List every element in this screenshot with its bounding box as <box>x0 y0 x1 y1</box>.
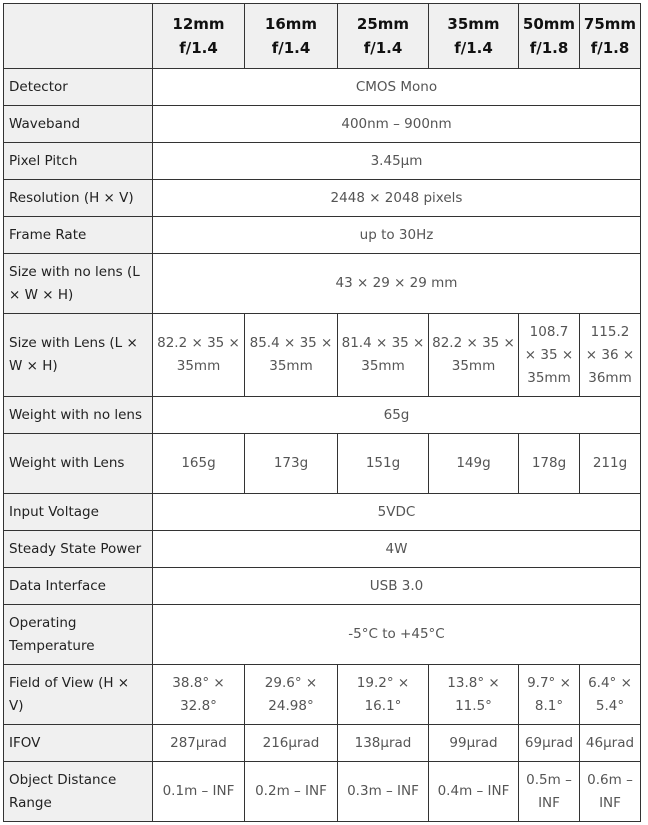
row-cell: 0.2m – INF <box>245 762 338 822</box>
col-aperture: f/1.4 <box>363 39 403 57</box>
table-row <box>4 434 641 494</box>
row-cell: 81.4 × 35 × 35mm <box>338 314 429 397</box>
col-aperture: f/1.4 <box>271 39 311 57</box>
row-value: 43 × 29 × 29 mm <box>153 254 641 314</box>
spec-table <box>3 3 641 822</box>
col-focal: 35mm <box>447 15 500 33</box>
row-cell: 0.3m – INF <box>338 762 429 822</box>
row-label: Field of View (H × V) <box>4 665 153 725</box>
table-row <box>4 106 641 143</box>
row-value: 65g <box>153 397 641 434</box>
row-cell: 287µrad <box>153 725 245 762</box>
row-value: 5VDC <box>153 494 641 531</box>
row-cell: 216µrad <box>245 725 338 762</box>
row-cell: 6.4° × 5.4° <box>580 665 641 725</box>
row-cell: 29.6° × 24.98° <box>245 665 338 725</box>
row-cell: 0.4m – INF <box>429 762 519 822</box>
col-header <box>519 4 580 69</box>
row-cell: 69µrad <box>519 725 580 762</box>
table-row <box>4 314 641 397</box>
row-cell: 108.7 × 35 × 35mm <box>519 314 580 397</box>
row-cell: 99µrad <box>429 725 519 762</box>
row-value: USB 3.0 <box>153 568 641 605</box>
row-label: IFOV <box>4 725 153 762</box>
table-row <box>4 725 641 762</box>
row-label: Size with no lens (L × W × H) <box>4 254 153 314</box>
row-cell: 38.8° × 32.8° <box>153 665 245 725</box>
col-header <box>245 4 338 69</box>
row-cell: 0.5m – INF <box>519 762 580 822</box>
table-row <box>4 665 641 725</box>
col-header <box>153 4 245 69</box>
row-cell: 138µrad <box>338 725 429 762</box>
row-cell: 0.6m – INF <box>580 762 641 822</box>
row-value: up to 30Hz <box>153 217 641 254</box>
row-value: 400nm – 900nm <box>153 106 641 143</box>
row-cell: 165g <box>153 434 245 494</box>
row-cell: 13.8° × 11.5° <box>429 665 519 725</box>
row-label: Object Distance Range <box>4 762 153 822</box>
col-focal: 12mm <box>172 15 225 33</box>
table-row <box>4 531 641 568</box>
col-aperture: f/1.8 <box>529 39 569 57</box>
col-aperture: f/1.4 <box>454 39 493 57</box>
row-value: 4W <box>153 531 641 568</box>
row-label: Waveband <box>4 106 153 143</box>
row-value: CMOS Mono <box>153 69 641 106</box>
row-cell: 82.2 × 35 × 35mm <box>429 314 519 397</box>
table-row <box>4 254 641 314</box>
table-row <box>4 762 641 822</box>
col-focal: 75mm <box>583 15 637 33</box>
table-row <box>4 494 641 531</box>
col-aperture: f/1.8 <box>590 39 630 57</box>
row-label: Operating Temperature <box>4 605 153 665</box>
row-label: Data Interface <box>4 568 153 605</box>
row-label: Weight with Lens <box>4 434 153 494</box>
table-row <box>4 69 641 106</box>
table-row <box>4 568 641 605</box>
col-header <box>338 4 429 69</box>
row-cell: 0.1m – INF <box>153 762 245 822</box>
row-label: Detector <box>4 69 153 106</box>
row-cell: 9.7° × 8.1° <box>519 665 580 725</box>
row-cell: 211g <box>580 434 641 494</box>
row-label: Pixel Pitch <box>4 143 153 180</box>
row-value: -5°C to +45°C <box>153 605 641 665</box>
col-focal: 50mm <box>522 15 576 33</box>
col-header <box>580 4 641 69</box>
row-cell: 85.4 × 35 × 35mm <box>245 314 338 397</box>
row-cell: 46µrad <box>580 725 641 762</box>
row-label: Size with Lens (L × W × H) <box>4 314 153 397</box>
row-cell: 149g <box>429 434 519 494</box>
row-cell: 173g <box>245 434 338 494</box>
table-row <box>4 217 641 254</box>
row-label: Steady State Power <box>4 531 153 568</box>
col-focal: 25mm <box>356 15 410 33</box>
table-row <box>4 180 641 217</box>
col-aperture: f/1.4 <box>179 39 218 57</box>
header-corner <box>4 4 153 69</box>
row-cell: 178g <box>519 434 580 494</box>
header-row <box>4 4 641 69</box>
row-cell: 82.2 × 35 × 35mm <box>153 314 245 397</box>
table-row <box>4 397 641 434</box>
row-cell: 115.2 × 36 × 36mm <box>580 314 641 397</box>
row-label: Frame Rate <box>4 217 153 254</box>
row-cell: 151g <box>338 434 429 494</box>
table-row <box>4 143 641 180</box>
col-header <box>429 4 519 69</box>
row-cell: 19.2° × 16.1° <box>338 665 429 725</box>
row-label: Resolution (H × V) <box>4 180 153 217</box>
col-focal: 16mm <box>264 15 318 33</box>
table-row <box>4 605 641 665</box>
row-value: 2448 × 2048 pixels <box>153 180 641 217</box>
row-label: Weight with no lens <box>4 397 153 434</box>
row-label: Input Voltage <box>4 494 153 531</box>
row-value: 3.45µm <box>153 143 641 180</box>
